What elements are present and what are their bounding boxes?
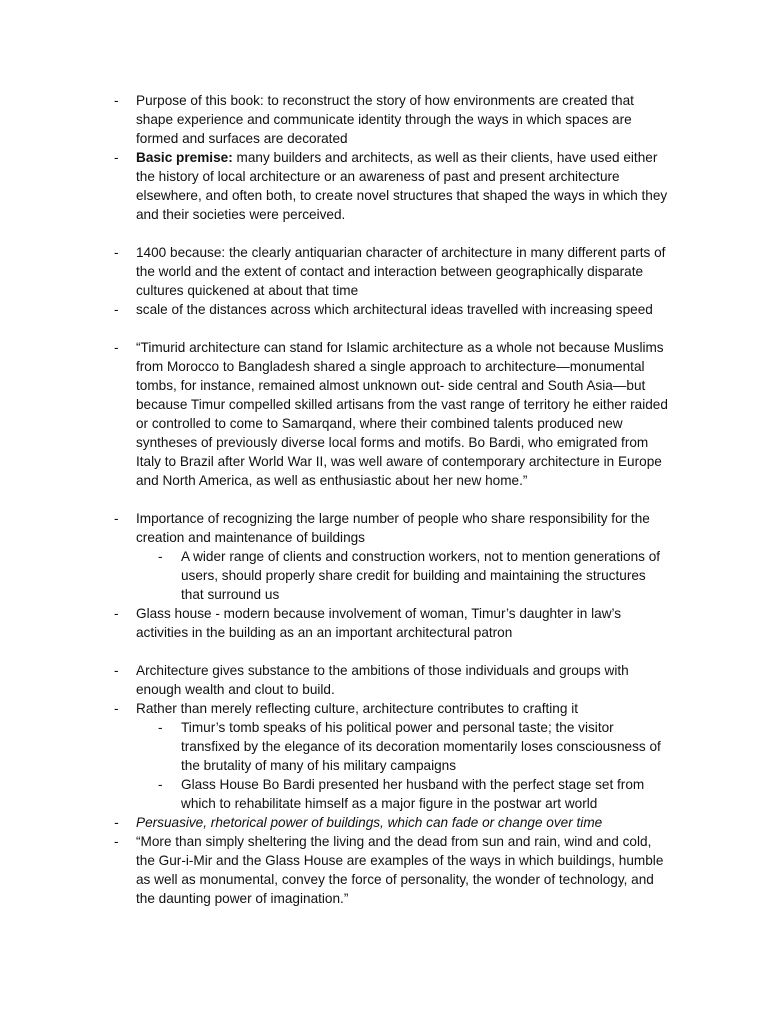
bullet-dash: - (114, 815, 119, 830)
bullet-bold-lead: Basic premise: (136, 150, 233, 165)
bullet-book-purpose (0, 91, 672, 148)
bullet-dash: - (114, 93, 119, 108)
bullet-dash: - (114, 340, 119, 355)
bullet-reflecting-culture (0, 699, 672, 718)
bullet-1400 (0, 243, 672, 300)
bullet-text: Importance of recognizing the large number of people who share responsibility for the creation and maintenance of buildings (136, 511, 650, 545)
bullet-text: Architecture gives substance to the ambitions of those individuals and groups with enough wealth and clout to build. (136, 663, 629, 697)
bullet-timurid-quote (0, 338, 672, 490)
bullet-glass-house-modern (0, 604, 672, 642)
bullet-distances (0, 300, 672, 319)
bullet-text: Persuasive, rhetorical power of buildings, which can fade or change over time (136, 815, 603, 830)
bullet-architecture-substance (0, 661, 672, 699)
bullet-dash: - (114, 511, 119, 526)
bullet-dash: - (114, 245, 119, 260)
bullet-text: scale of the distances across which architectural ideas travelled with increasing speed (136, 302, 653, 317)
sub-bullet-timur-tomb (0, 718, 672, 775)
bullet-dash: - (114, 606, 119, 621)
bullet-text: 1400 because: the clearly antiquarian character of architecture in many different parts of the world and the extent of contact and interaction between geographically disparate cultures quickened at about that time (136, 245, 666, 298)
bullet-text: “Timurid architecture can stand for Islamic architecture as a whole not because Muslims from Morocco to Bangladesh shared a single approach to architecture—monumental tombs, for instance, remained almost unknown out- side central and South Asia—but because Timur compelled skilled artisans from the vast range of territory he either raided or controlled to come to Samarqand, where their combined talents produced new syntheses of previously diverse local forms and motifs. Bo Bardi, who emigrated from Italy to Brazil after World War II, was well aware of contemporary architecture in Europe and North America, as well as enthusiastic about her new home.” (136, 340, 668, 488)
bullet-dash: - (114, 701, 119, 716)
bullet-text: A wider range of clients and construction workers, not to mention generations of users, should properly share credit for building and maintaining the structures that surround us (181, 549, 661, 602)
sub-bullet-wider-range (0, 547, 672, 604)
bullet-text: Purpose of this book: to reconstruct the story of how environments are created that shape experience and communicate identity through the ways in which spaces are formed and surfaces are decorated (136, 93, 634, 146)
bullet-dash: - (114, 150, 119, 165)
bullet-dash: - (158, 720, 163, 735)
document-body (0, 91, 768, 908)
bullet-dash: - (114, 302, 119, 317)
bullet-text: Glass House Bo Bardi presented her husband with the perfect stage set from which to rehabilitate himself as a major figure in the postwar art world (181, 777, 645, 811)
sub-bullet-glass-house-stage (0, 775, 672, 813)
bullet-text: many builders and architects, as well as their clients, have used either the history of local architecture or an awareness of past and present architecture elsewhere, and often both, to create novel structures that shaped the ways in which they and their societies were perceived. (136, 150, 668, 222)
bullet-dash: - (114, 834, 119, 849)
bullet-text: Timur’s tomb speaks of his political power and personal taste; the visitor transfixed by the elegance of its decoration momentarily loses consciousness of the brutality of many of his military campaigns (181, 720, 661, 773)
bullet-shared-responsibility (0, 509, 672, 547)
bullet-dash: - (158, 777, 163, 792)
bullet-dash: - (114, 663, 119, 678)
bullet-text: Glass house - modern because involvement of woman, Timur’s daughter in law’s activities in the building as an an important architectural patron (136, 606, 622, 640)
bullet-basic-premise (0, 148, 672, 224)
bullet-closing-quote (0, 832, 672, 908)
bullet-text: Rather than merely reflecting culture, architecture contributes to crafting it (136, 701, 579, 716)
bullet-persuasive-power (0, 813, 672, 832)
bullet-text: “More than simply sheltering the living and the dead from sun and rain, wind and cold, the Gur-i-Mir and the Glass House are examples of the ways in which buildings, humble as well as monumental, convey the force of personality, the wonder of technology, and the daunting power of imagination.” (136, 834, 664, 906)
bullet-dash: - (158, 549, 163, 564)
